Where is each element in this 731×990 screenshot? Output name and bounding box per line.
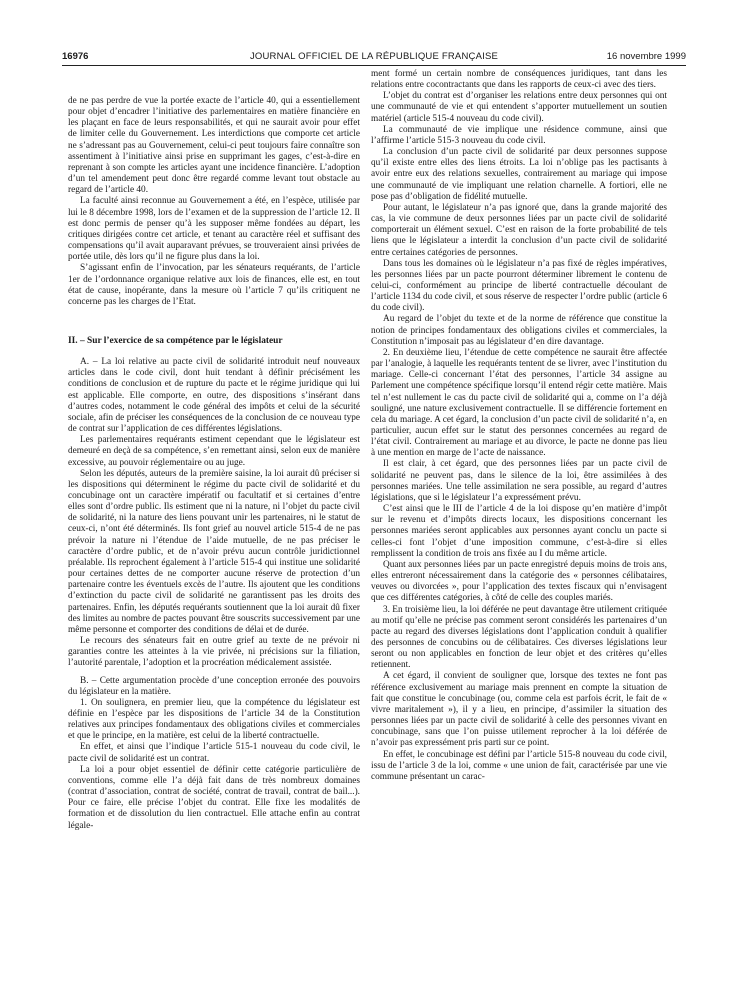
paragraph: Les parlementaires requérants estiment cependant que le législateur est demeuré en deçà de sa compétence, s’en remettant ainsi, selon eux de manière excessive, au pouvoir réglementaire ou au juge. (68, 435, 360, 468)
paragraph: C’est ainsi que le III de l’article 4 de la loi dispose qu’en matière d’impôt sur le revenu et d’impôts directs locaux, les dispositions concernant les personnes mariées seront applicables aux personnes ayant conclu un pacte si celles-ci font l’objet d’une imposition commune, c’est-à-dire si elles remplissent la condition de trois ans fixée au I du même article. (371, 504, 667, 559)
page-header (62, 48, 686, 64)
paragraph: La faculté ainsi reconnue au Gouvernement a été, en l’espèce, utilisée par lui le 8 décembre 1998, lors de l’examen et de la suppression de l’article 12. Il est donc permis de penser qu’à les supposer même fondées au départ, les critiques dirigées contre cet article, et tenant au caractère réel et suffisant des compensations qu’il avait auparavant prévues, se trouveraient ainsi privées de portée utile, dès lors qu’il ne figure plus dans la loi. (68, 196, 360, 263)
paragraph: Pour autant, le législateur n’a pas ignoré que, dans la grande majorité des cas, la vie commune de deux personnes liées par un pacte civil de solidarité comporterait un élément sexuel. C’est en raison de la forte probabilité de tels liens que le législateur a interdit la conclusion d’un pacte civil de solidarité entre certaines catégories de personnes. (371, 202, 667, 258)
paragraph: La conclusion d’un pacte civil de solidarité par deux personnes suppose qu’il existe entre elles des liens étroits. La loi n’oblige pas les pactisants à avoir entre eux des relations sexuelles, contrairement au mariage qui impose une communauté de vie impliquant une relation charnelle. A fortiori, elle ne pose pas d’obligation de fidélité mutuelle. (371, 147, 667, 202)
journal-title: JOURNAL OFFICIEL DE LA RÉPUBLIQUE FRANÇAISE (249, 51, 499, 62)
paragraph: L’objet du contrat est d’organiser les relations entre deux personnes qui ont une communauté de vie et qui entendent s’apporter mutuellement un soutien matériel (article 515-4 nouveau du code civil). (371, 91, 667, 124)
paragraph: La loi a pour objet essentiel de définir cette catégorie particulière de conventions, comme elle l’a déjà fait dans de très nombreux domaines (contrat d’association, contrat de société, contrat de travail, contrat de bail...). Pour ce faire, elle précise l’objet du contrat. Elle fixe les modalités de formation et de dissolution du lien contractuel. Elle attache enfin au contrat légale- (68, 764, 360, 831)
paragraph: de ne pas perdre de vue la portée exacte de l’article 40, qui a essentiellement pour objet d’encadrer l’initiative des parlementaires en matière financière en les plaçant en face de leurs responsabilités, et qui ne saurait avoir pour effet de limiter celle du Gouvernement. Les interdictions que comporte cet article ne s’adressant pas au Gouvernement, celui-ci peut toujours faire connaître son assentiment à l’initiative ainsi prise en supprimant les gages, c’est-à-dire en reprenant à son compte les articles ayant une incidence financière. L’adoption d’un tel amendement peut donc être regardé comme levant tout obstacle au regard de l’article 40. (68, 96, 360, 196)
paragraph: ment formé un certain nombre de conséquences juridiques, tant dans les relations entre cocontractants que dans les rapports de ceux-ci avec des tiers. (371, 69, 667, 91)
paragraph: B. – Cette argumentation procède d’une conception erronée des pouvoirs du législateur en la matière. (68, 675, 360, 697)
header-rule (62, 65, 686, 66)
left-column (68, 96, 360, 832)
right-column (371, 69, 667, 783)
paragraph: La communauté de vie implique une résidence commune, ainsi que l’affirme l’article 515-3 nouveau du code civil. (371, 124, 667, 146)
paragraph: 3. En troisième lieu, la loi déférée ne peut davantage être utilement critiquée au motif qu’elle ne précise pas comment seront considérés les partenaires d’un pacte au regard des diverses législations dont l’application conduit à qualifier des personnes de concubins ou de célibataires. Ces diverses législations leur seront ou non applicables en fonction de leur objet et des critères qu’elles retiennent. (371, 604, 667, 671)
paragraph: A cet égard, il convient de souligner que, lorsque des textes ne font pas référence exclusivement au mariage mais prennent en compte la situation de fait que constitue le concubinage (ou, comme cela est parfois écrit, le fait de « vivre maritalement »), il y a lieu, en principe, d’assimiler la situation des personnes liées par un pacte civil de solidarité à celle des personnes vivant en concubinage, sans que l’on puisse utilement reprocher à la loi déférée de n’avoir pas expressément pris parti sur ce point. (371, 671, 667, 749)
paragraph: Selon les députés, auteurs de la première saisine, la loi aurait dû préciser si les dispositions qui déterminent le régime du pacte civil de solidarité et du concubinage ont un caractère impératif ou facultatif et si certaines d’entre elles sont d’ordre public. Ils estiment que ni la nature, ni l’objet du pacte civil de solidarité, ni la nature des liens pouvant unir les partenaires, ni le statut de ceux-ci, n’ont été déterminés. Ils font grief au nouvel article 515-4 de ne pas prévoir la nature ni l’étendue de l’aide mutuelle, de ne pas préciser le caractère d’ordre public, et de n’avoir prévu aucun contrôle juridictionnel préalable. Ils reprochent également à l’article 515-4 qui institue une solidarité pour certaines dettes de ne comporter aucune réserve de protection d’un partenaire contre les éventuels excès de l’autre. Ils ajoutent que les conditions d’extinction du pacte civil de solidarité ne garantissent pas les droits des partenaires. Enfin, les députés requérants soutiennent que la loi aurait dû fixer des limites au nombre de pactes pouvant être souscrits successivement par une même personne et comporter des conditions de délai et de durée. (68, 468, 360, 635)
paragraph: En effet, le concubinage est défini par l’article 515-8 nouveau du code civil, issu de l’article 3 de la loi, comme « une union de fait, caractérisée par une vie commune présentant un carac- (371, 749, 667, 782)
paragraph: Quant aux personnes liées par un pacte enregistré depuis moins de trois ans, elles entreront nécessairement dans la catégorie des « personnes célibataires, veuves ou divorcées », pour l’application des textes fiscaux qui n’envisagent que ces différentes catégories, à côté de celle des couples mariés. (371, 559, 667, 604)
publication-date: 16 novembre 1999 (606, 51, 686, 62)
paragraph: Dans tous les domaines où le législateur n’a pas fixé de règles impératives, les personnes liées par un pacte pourront déterminer librement le contenu de celui-ci, conformément au principe de liberté contractuelle découlant de l’article 1134 du code civil, et sous réserve de respecter l’ordre public (article 6 du code civil). (371, 258, 667, 314)
paragraph: 2. En deuxième lieu, l’étendue de cette compétence ne saurait être affectée par l’analogie, à laquelle les requérants tentent de se livrer, avec l’institution du mariage. Celle-ci concernant l’état des personnes, l’article 34 assigne au Parlement une compétence spécifique lorsqu’il entend régir cette matière. Mais tel n’est nullement le cas du pacte civil de solidarité qui a, comme on l’a déjà souligné, une nature exclusivement contractuelle. Il se différencie fortement en cela du mariage. A cet égard, la conclusion d’un pacte civil de solidarité n’a, en particulier, aucun effet sur le statut des personnes concernées au regard de l’état civil. Contrairement au mariage et au divorce, le pacte ne donne pas lieu à une mention en marge de l’acte de naissance. (371, 347, 667, 459)
page-number: 16976 (62, 51, 89, 62)
paragraph: 1. On soulignera, en premier lieu, que la compétence du législateur est définie en l’espèce par les dispositions de l’article 34 de la Constitution relatives aux principes fondamentaux des obligations civiles et commerciales et que le principe, en la matière, est celui de la liberté contractuelle. (68, 697, 360, 742)
paragraph: En effet, et ainsi que l’indique l’article 515-1 nouveau du code civil, le pacte civil de solidarité est un contrat. (68, 742, 360, 764)
paragraph: Au regard de l’objet du texte et de la norme de référence que constitue la notion de principes fondamentaux des obligations civiles et commerciales, la Constitution n’imposait pas au législateur d’en dire davantage. (371, 314, 667, 347)
paragraph: S’agissant enfin de l’invocation, par les sénateurs requérants, de l’article 1er de l’ordonnance organique relative aux lois de finances, elle est, en tout état de cause, inopérante, dans la mesure où l’article 7 qu’ils critiquent ne concerne pas les charges de l’Etat. (68, 263, 360, 307)
paragraph: Le recours des sénateurs fait en outre grief au texte de ne prévoir ni garanties contre les atteintes à la vie privée, ni précisions sur la filiation, l’autorité parentale, l’adoption et la procréation médicalement assistée. (68, 636, 360, 669)
section-heading: II. – Sur l’exercice de sa compétence par le législateur (68, 335, 283, 346)
paragraph: A. – La loi relative au pacte civil de solidarité introduit neuf nouveaux articles dans le code civil, dont huit tendant à définir précisément les conditions de conclusion et de rupture du pacte et le régime juridique qui lui est applicable. Elle comporte, en outre, des dispositions s’insérant dans d’autres codes, notamment le code général des impôts et celui de la sécurité sociale, afin de préciser les conséquences de la conclusion de ce nouveau type de contrat sur l’application de ces différentes législations. (68, 357, 360, 435)
paragraph: Il est clair, à cet égard, que des personnes liées par un pacte civil de solidarité ne peuvent pas, dans le silence de la loi, être assimilées à des personnes mariées. Une telle assimilation ne sera possible, au regard d’autres législations, que si le législateur l’a expressément prévu. (371, 459, 667, 503)
